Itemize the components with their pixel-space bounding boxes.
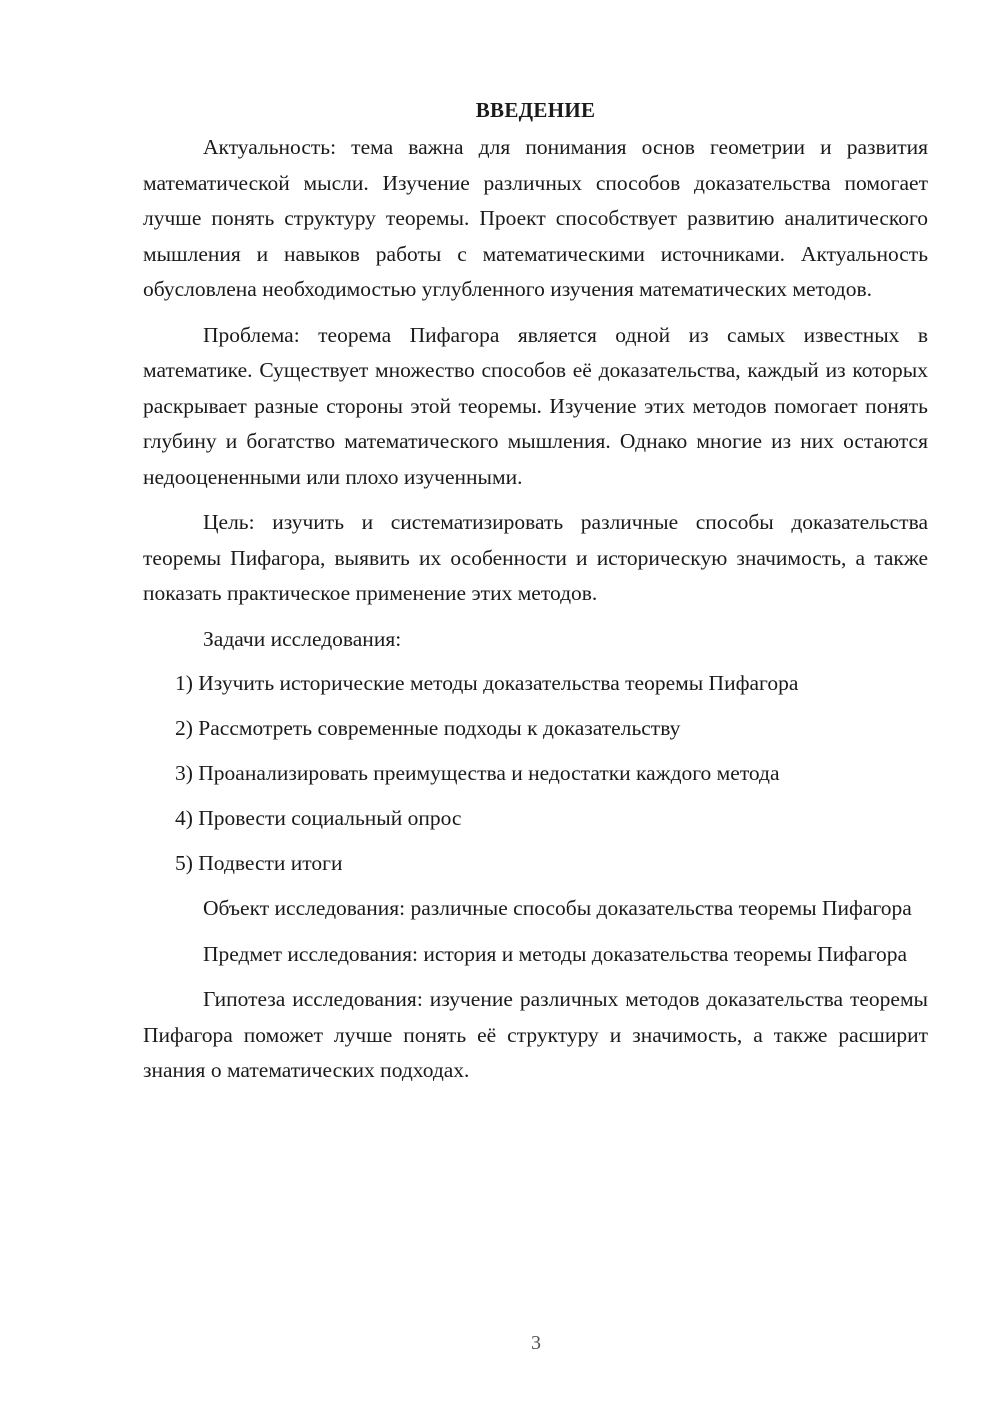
list-item: 4) Провести социальный опрос	[175, 806, 462, 830]
page-number: 3	[531, 1332, 541, 1354]
list-item: 3) Проанализировать преимущества и недостатки каждого метода	[175, 761, 780, 785]
task-list	[143, 666, 928, 882]
list-item: 2) Рассмотреть современные подходы к доказательству	[175, 716, 681, 740]
tasks-heading: Задачи исследования:	[203, 626, 402, 651]
list-item: 5) Подвести итоги	[175, 851, 343, 875]
object-paragraph: Объект исследования: различные способы доказательства теоремы Пифагора	[203, 896, 912, 920]
document-page	[143, 92, 928, 1099]
subject-paragraph: Предмет исследования: история и методы доказательства теоремы Пифагора	[203, 941, 908, 966]
relevance-paragraph: Актуальность: тема важна для понимания основ геометрии и развития математической мысли. Изучение различных способов доказательства помогает лучше понять структуру теоремы. Проект способствует развитию аналитического мышления и навыков работы с математическими источниками. Актуальность обусловлена необходимостью углубленного изучения математических методов.	[143, 135, 928, 301]
page-title: ВВЕДЕНИЕ	[475, 98, 596, 122]
goal-paragraph: Цель: изучить и систематизировать различные способы доказательства теоремы Пифагора, выявить их особенности и историческую значимость, а также показать практическое применение этих методов.	[143, 510, 928, 605]
hypothesis-paragraph: Гипотеза исследования: изучение различных методов доказательства теоремы Пифагора поможет лучше понять её структуру и значимость, а также расширит знания о математических подходах.	[143, 987, 928, 1082]
list-item: 1) Изучить исторические методы доказательства теоремы Пифагора	[175, 671, 799, 695]
problem-paragraph: Проблема: теорема Пифагора является одной из самых известных в математике. Существует множество способов её доказательства, каждый из которых раскрывает разные стороны этой теоремы. Изучение этих методов помогает понять глубину и богатство математического мышления. Однако многие из них остаются недооцененными или плохо изученными.	[143, 322, 928, 489]
